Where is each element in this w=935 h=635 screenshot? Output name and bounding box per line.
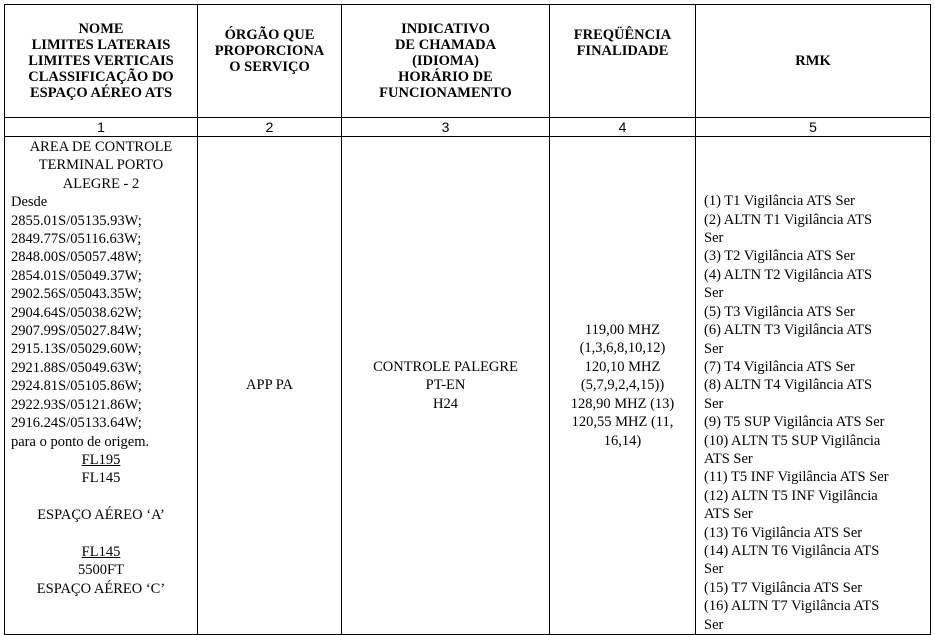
airspace-table	[4, 4, 931, 635]
airspace-class: ESPAÇO AÉREO ‘A’	[37, 507, 165, 524]
spacer	[11, 488, 191, 506]
header-col5	[696, 5, 931, 118]
frequency: 119,00 MHZ	[584, 322, 661, 339]
header-text: LIMITES LATERAIS	[31, 37, 171, 53]
rmk-line: (9) T5 SUP Vigilância ATS Ser	[704, 414, 885, 431]
rmk-cell	[696, 137, 931, 635]
service-unit-cell	[198, 137, 342, 635]
rmk-line: (15) T7 Vigilância ATS Ser	[704, 579, 863, 596]
rmk-line: Ser	[704, 616, 724, 633]
frequency: (5,7,9,2,4,15))	[580, 377, 665, 394]
header-text: O SERVIÇO	[229, 59, 310, 75]
hours: H24	[433, 395, 458, 412]
header-text: LIMITES VERTICAIS	[28, 53, 174, 69]
column-number: 4	[550, 118, 696, 137]
rmk-line: (12) ALTN T5 INF Vigilância	[704, 487, 878, 504]
header-text: CLASSIFICAÇÃO DO	[28, 69, 174, 85]
coordinate: 2904.64S/05038.62W;	[11, 304, 142, 321]
rmk-line: Ser	[704, 561, 724, 578]
rmk-line: ATS Ser	[704, 506, 753, 523]
header-text: FINALIDADE	[576, 43, 669, 59]
rmk-line: (11) T5 INF Vigilância ATS Ser	[704, 469, 889, 486]
coordinate: 2907.99S/05027.84W;	[11, 323, 142, 340]
airspace-description-cell	[5, 137, 198, 635]
service-unit: APP PA	[246, 377, 293, 394]
header-text: DE CHAMADA	[394, 37, 497, 53]
callsign-cell	[342, 137, 550, 635]
frequency: 120,10 MHZ	[584, 358, 661, 375]
header-text: HORÁRIO DE	[398, 69, 493, 85]
coordinate: 2849.77S/05116.63W;	[11, 231, 142, 248]
header-text: FREQÜÊNCIA	[573, 27, 672, 43]
rmk-line: (3) T2 Vigilância ATS Ser	[704, 248, 855, 265]
header-col3	[342, 5, 550, 118]
frequency-cell	[550, 137, 696, 635]
column-number: 3	[342, 118, 550, 137]
header-text: RMK	[795, 53, 831, 69]
header-col1	[5, 5, 198, 118]
column-number: 5	[696, 118, 931, 137]
header-text: FUNCIONAMENTO	[379, 85, 512, 101]
frequency: 16,14)	[603, 432, 642, 449]
rmk-line: (5) T3 Vigilância ATS Ser	[704, 303, 855, 320]
coordinate: 2916.24S/05133.64W;	[11, 415, 142, 432]
upper-limit: FL145	[81, 543, 121, 560]
rmk-line: (13) T6 Vigilância ATS Ser	[704, 524, 863, 541]
lower-limit: 5500FT	[78, 562, 124, 579]
rmk-line: (10) ALTN T5 SUP Vigilância	[704, 432, 881, 449]
table-row	[5, 137, 931, 635]
header-col4	[550, 5, 696, 118]
airspace-name: AREA DE CONTROLE	[29, 139, 173, 155]
header-text: ÓRGÃO QUE	[224, 27, 315, 43]
rmk-line: (6) ALTN T3 Vigilância ATS	[704, 322, 873, 339]
coordinate: 2921.88S/05049.63W;	[11, 359, 142, 376]
rmk-line: (8) ALTN T4 Vigilância ATS	[704, 377, 873, 394]
airspace-class: ESPAÇO AÉREO ‘C’	[36, 580, 166, 597]
column-number: 2	[198, 118, 342, 137]
upper-limit: FL195	[81, 451, 121, 468]
rmk-line: (7) T4 Vigilância ATS Ser	[704, 358, 855, 375]
airspace-name: ALEGRE - 2	[62, 175, 140, 192]
rmk-line: Ser	[704, 395, 724, 412]
header-text: (IDIOMA)	[412, 53, 479, 69]
desde-label: Desde	[11, 194, 48, 211]
header-text: INDICATIVO	[401, 21, 490, 37]
vertical-limit	[11, 451, 191, 469]
frequency: (1,3,6,8,10,12)	[579, 340, 666, 357]
rmk-line: Ser	[704, 340, 724, 357]
coordinate: 2922.93S/05121.86W;	[11, 396, 142, 413]
header-text: ESPAÇO AÉREO ATS	[29, 85, 173, 101]
column-number-row	[5, 118, 931, 137]
spacer	[11, 525, 191, 543]
header-text: NOME	[78, 21, 124, 37]
rmk-line: (16) ALTN T7 Vigilância ATS	[704, 598, 880, 615]
rmk-line: (14) ALTN T6 Vigilância ATS	[704, 542, 880, 559]
column-number: 1	[5, 118, 198, 137]
rmk-line: ATS Ser	[704, 450, 753, 467]
header-text: PROPORCIONA	[214, 43, 325, 59]
coordinate: 2902.56S/05043.35W;	[11, 286, 142, 303]
language: PT-EN	[425, 377, 466, 394]
rmk-line: (2) ALTN T1 Vigilância ATS	[704, 211, 873, 228]
coordinate: 2855.01S/05135.93W;	[11, 212, 142, 229]
rmk-line: Ser	[704, 230, 724, 247]
vertical-limit	[11, 543, 191, 561]
rmk-line: Ser	[704, 285, 724, 302]
closing-text: para o ponto de origem.	[11, 433, 150, 450]
frequency: 120,55 MHZ (11,	[571, 414, 674, 431]
coordinate: 2854.01S/05049.37W;	[11, 267, 142, 284]
lower-limit: FL145	[81, 470, 121, 487]
rmk-line: (1) T1 Vigilância ATS Ser	[704, 193, 855, 210]
header-col2	[198, 5, 342, 118]
callsign: CONTROLE PALEGRE	[373, 358, 518, 375]
coordinate: 2915.13S/05029.60W;	[11, 341, 142, 358]
frequency: 128,90 MHZ (13)	[570, 395, 675, 412]
coordinate: 2924.81S/05105.86W;	[11, 378, 142, 395]
coordinate: 2848.00S/05057.48W;	[11, 249, 142, 266]
airspace-name: TERMINAL PORTO	[38, 157, 164, 174]
header-row	[5, 5, 931, 118]
rmk-line: (4) ALTN T2 Vigilância ATS	[704, 266, 873, 283]
